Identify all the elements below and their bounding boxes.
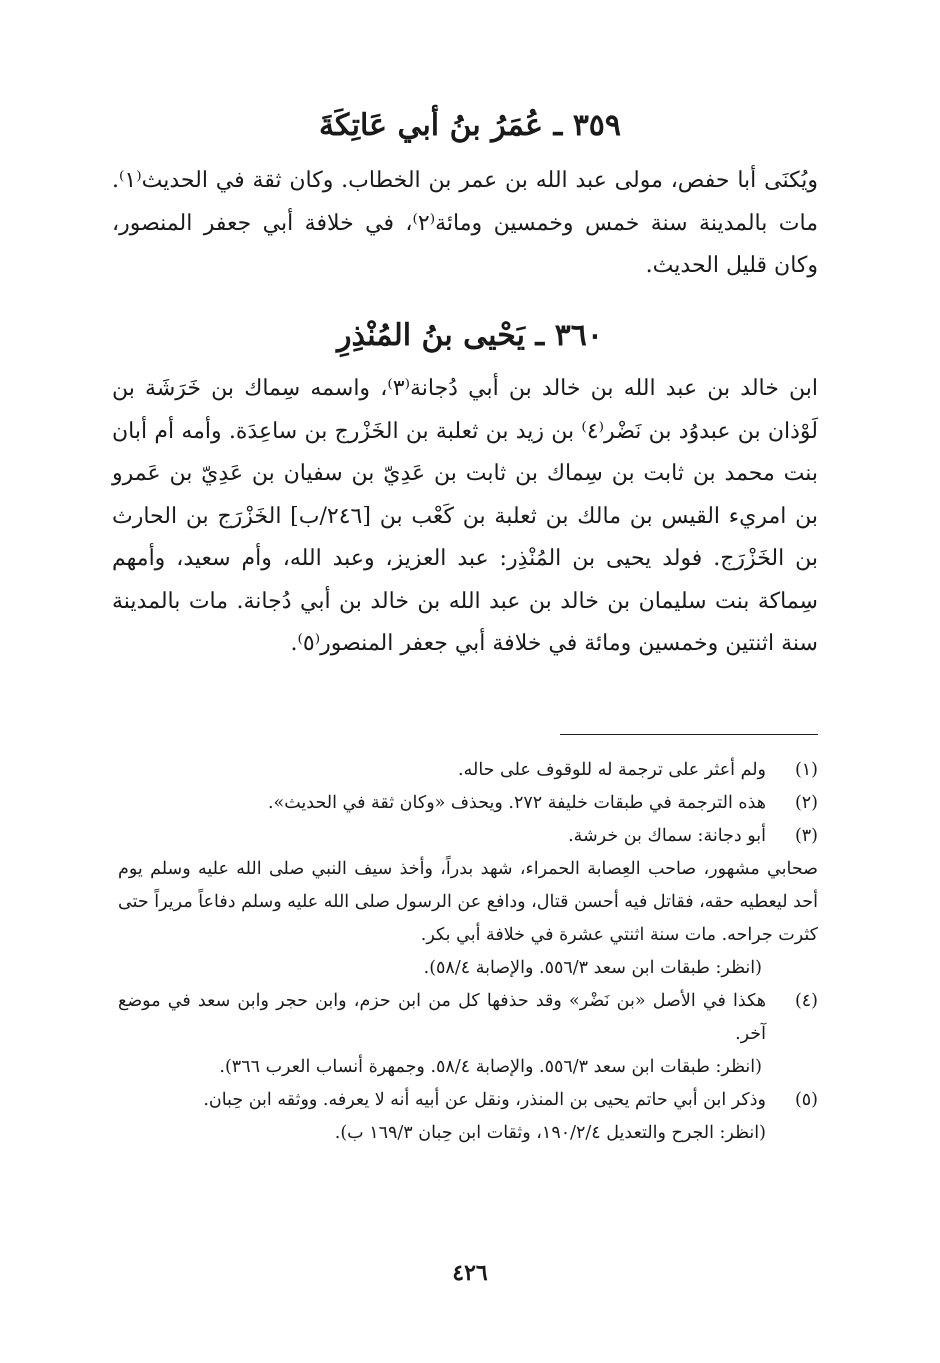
footnote-number: (٥) [794,1090,818,1110]
footnote-text: وذكر ابن أبي حاتم يحيى بن المنذر، ونقل عن أبيه أنه لا يعرفه. ووثقه ابن حِبان. [203,1090,766,1110]
footnotes [118,754,818,1150]
footnote-3 [118,820,818,985]
footnote-text: هذه الترجمة في طبقات خليفة ٢٧٢. ويحذف «وكان ثقة في الحديث». [267,793,766,813]
footnote-number: (١) [794,760,818,780]
footnote-2 [118,787,818,820]
entry-text-359: ويُكنَى أبا حفص، مولى عبد الله بن عمر بن الخطاب. وكان ثقة في الحديث⁽١⁾. مات بالمدينة سنة خمس وخمسين ومائة⁽٢⁾، في خلافة أبي جعفر المنصور، وكان قليل الحديث. [112,168,818,278]
footnote-5 [118,1084,818,1150]
footnote-number: (٤) [794,991,818,1011]
page-number: ٤٢٦ [452,1260,488,1286]
footnote-text: صحابي مشهور، صاحب العِصابة الحمراء، شهد بدراً، وأخذ سيف النبي صلى الله عليه وسلم يوم أحد ليعطيه حقه، فقاتل فيه أحسن قتال، ودافع عن الرسول صلى الله عليه وسلم دفاعاً مريراً حتى كثرت جراحه. مات سنة اثنتي عشرة في خلافة أبي بكر. [118,859,818,945]
footnote-reference: (انظر: الجرح والتعديل ١٩٠/٢/٤، وثقات ابن حِبان ١٦٩/٣ ب). [334,1123,766,1143]
footnote-text: أبو دجانة: سماك بن خرشة. [568,826,766,846]
entry-body-359 [112,160,818,288]
footnote-text: هكذا في الأصل «بن نَضْر» وقد حذفها كل من ابن حزم، وابن حجر وابن سعد في موضع آخر. [118,991,766,1044]
entry-heading-359: ٣٥٩ ـ عُمَرُ بنُ أبي عَاتِكَةَ [318,108,622,143]
entry-text-360: ابن خالد بن عبد الله بن خالد بن أبي دُجانة⁽٣⁾، واسمه سِماك بن خَرَشَة بن لَوْذان بن عبدوُد بن نَضْر⁽٤⁾ بن زيد بن ثعلبة بن الخَزْرج بن ساعِدَة. وأمه أم أبان بنت محمد بن ثابت بن سِماك بن ثابت بن عَدِيّ بن سفيان بن عَدِيّ بن عَمرو بن امريء القيس بن مالك بن ثعلبة بن كَعْب بن [٢٤٦/ب] الخَزْرَج بن الحارث بن الخَزْرَج. فولد يحيى بن المُنْذِر: عبد العزيز، وعبد الله، وأم سعيد، وأمهم سِماكة بنت سليمان بن خالد بن عبد الله بن خالد بن أبي دُجانة. مات بالمدينة سنة اثنتين وخمسين ومائة في خلافة أبي جعفر المنصور⁽٥⁾. [112,376,819,656]
footnote-separator [560,734,818,735]
entry-heading-360: ٣٦٠ ـ يَحْيى بنُ المُنْذِرِ [337,318,603,353]
footnote-reference: (انظر: طبقات ابن سعد ٥٥٦/٣. والإصابة ٥٨/٤). [423,958,762,978]
footnote-reference: (انظر: طبقات ابن سعد ٥٥٦/٣. والإصابة ٥٨/٤. وجمهرة أنساب العرب ٣٦٦). [219,1057,762,1077]
footnote-1 [118,754,818,787]
footnote-text: ولم أعثر على ترجمة له للوقوف على حاله. [458,760,766,780]
footnote-number: (٢) [794,793,818,813]
footnote-number: (٣) [794,826,818,846]
entry-body-360 [112,368,818,666]
footnote-4 [118,985,818,1084]
